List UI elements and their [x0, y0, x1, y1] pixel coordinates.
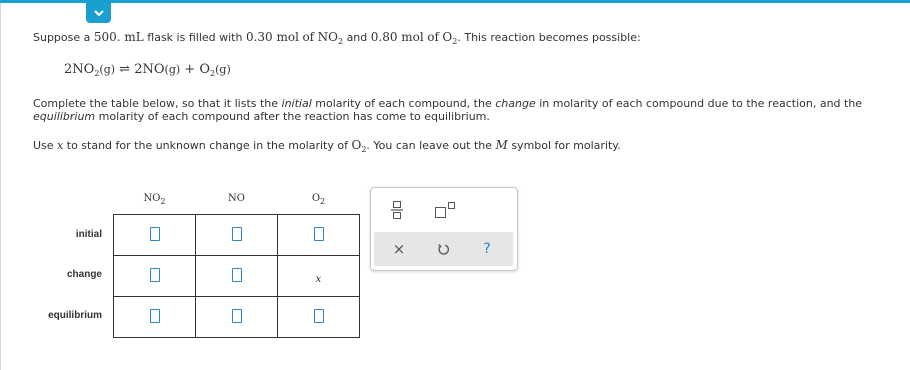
superscript-button[interactable]	[433, 199, 457, 221]
palette-toolbar	[374, 232, 513, 266]
chevron-down-icon	[94, 10, 104, 17]
superscript-icon	[434, 201, 456, 219]
cell-equilibrium-o2	[278, 297, 360, 338]
instructions-variable: Use x to stand for the unknown change in the molarity of $O_2$. You can leave out the M symbol for molarity.	[33, 138, 621, 154]
equilibrium-arrow-icon: ⇌	[119, 62, 131, 77]
row-label-change: change	[66, 269, 102, 280]
fraction-button[interactable]	[389, 199, 405, 221]
input-change-no[interactable]	[232, 268, 242, 282]
no2-amount: 0.30 mol	[245, 30, 299, 44]
input-equilibrium-no2[interactable]	[150, 309, 160, 323]
cell-equilibrium-no	[196, 297, 278, 338]
row-label-initial: initial	[75, 229, 102, 240]
help-button[interactable]	[478, 239, 496, 259]
cell-equilibrium-no2	[114, 297, 196, 338]
cell-change-no	[196, 256, 278, 297]
input-change-no2[interactable]	[150, 268, 160, 282]
top-accent-bar	[0, 0, 910, 3]
intro-prefix: Suppose a	[33, 31, 91, 44]
intro-suffix: . This reaction becomes possible:	[457, 31, 641, 44]
undo-button[interactable]	[434, 239, 452, 259]
cell-change-o2[interactable]	[278, 256, 360, 297]
math-palette	[370, 187, 518, 271]
column-header-o2: $O_2$	[311, 193, 326, 206]
collapse-button[interactable]	[86, 3, 111, 23]
close-icon: ×	[392, 240, 406, 258]
row-label-equilibrium: equilibrium	[48, 310, 102, 321]
and-label: and	[346, 31, 368, 44]
input-initial-o2[interactable]	[314, 227, 324, 241]
table-row-change	[114, 256, 360, 297]
cell-initial-no2	[114, 215, 196, 256]
change-o2-value: x	[315, 273, 322, 285]
input-initial-no2[interactable]	[150, 227, 160, 241]
of-label-2: of	[427, 30, 439, 44]
cell-change-no2	[114, 256, 196, 297]
column-header-no2: $NO_2$	[143, 193, 166, 206]
table-row-equilibrium	[114, 297, 360, 338]
question-mark-icon: ?	[483, 241, 491, 257]
clear-button[interactable]	[390, 239, 408, 259]
o2-amount: 0.80 mol	[370, 30, 424, 44]
left-border	[0, 3, 1, 370]
cell-initial-no	[196, 215, 278, 256]
input-initial-no[interactable]	[232, 227, 242, 241]
instructions: Complete the table below, so that it lists the initial molarity of each compound, the change in molarity of each compound due to the reaction, and the equilibrium molarity of each compound after the reaction has come to equilibrium.	[33, 97, 863, 123]
input-equilibrium-no[interactable]	[232, 309, 242, 323]
fraction-icon	[391, 200, 403, 220]
column-header-no: NO	[228, 193, 245, 204]
ice-table	[113, 214, 360, 338]
input-equilibrium-o2[interactable]	[314, 309, 324, 323]
volume-value: 500. mL	[93, 30, 144, 44]
cell-initial-o2	[278, 215, 360, 256]
intro-mid: flask is filled with	[147, 31, 243, 44]
reaction-equation: $2NO_2(g)$ ⇌ $2NO(g) + O_2(g)$	[64, 62, 231, 78]
problem-statement	[33, 30, 641, 44]
undo-icon	[437, 243, 450, 256]
no2-formula: $NO_2$	[317, 30, 344, 46]
table-row-initial	[114, 215, 360, 256]
of-label: of	[302, 30, 315, 44]
o2-formula: $O_2$	[442, 30, 458, 46]
